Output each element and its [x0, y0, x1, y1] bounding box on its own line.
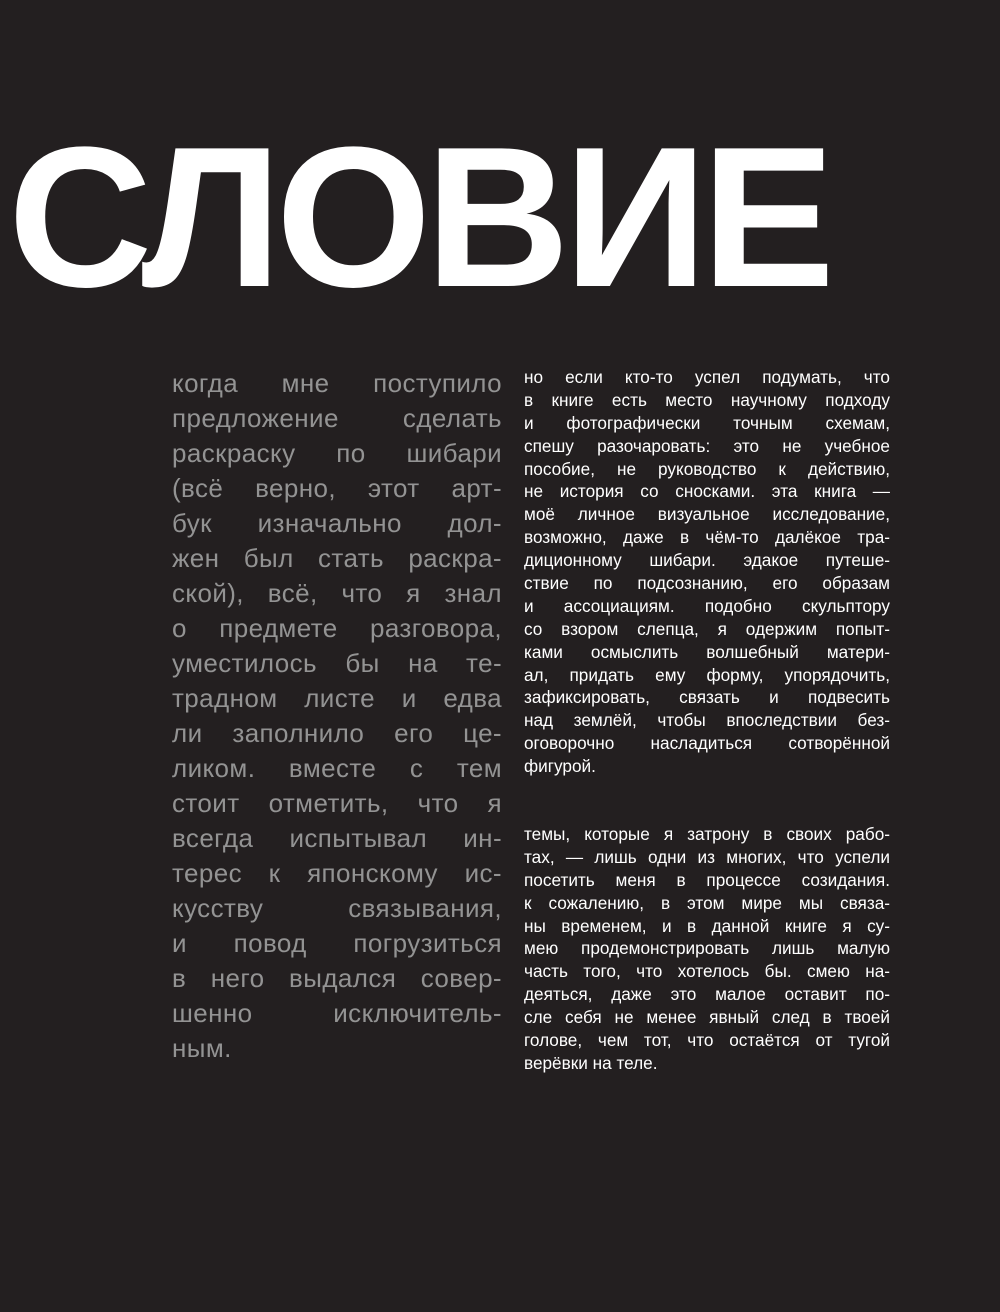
intro-line: ным. [172, 1033, 232, 1063]
intro-line: традном листе и едва [172, 683, 502, 713]
intro-line: когда мне поступило [172, 368, 502, 398]
intro-line: (всё верно, этот арт- [172, 473, 502, 503]
body-line: ны временем, и в данной книге я су- [524, 915, 890, 936]
intro-line: и повод погрузиться [172, 928, 502, 958]
body-line: ками осмыслить волшебный матери- [524, 641, 890, 662]
body-line: верёвки на теле. [524, 1052, 658, 1073]
body-line: сле себя не менее явный след в твоей [524, 1007, 890, 1028]
body-column [524, 366, 890, 1075]
intro-line: уместилось бы на те- [172, 648, 502, 678]
body-line: возможно, даже в чём-то далёкое тра- [524, 527, 890, 548]
intro-column [172, 366, 502, 1066]
paragraph-2 [524, 823, 890, 1075]
body-line: не история со сносками. эта книга — [524, 481, 890, 502]
body-line: посетить меня в процессе созидания. [524, 869, 890, 890]
intro-line: стоит отметить, что я [172, 788, 502, 818]
intro-line: кусству связывания, [172, 893, 502, 923]
body-line: часть того, что хотелось бы. смею на- [524, 961, 890, 982]
body-line: деяться, даже это малое оставит по- [524, 984, 890, 1005]
body-line: тах, — лишь одни из многих, что успели [524, 846, 890, 867]
paragraph-1 [524, 366, 890, 778]
body-line: но если кто-то успел подумать, что [524, 367, 890, 387]
intro-line: о предмете разговора, [172, 613, 502, 643]
intro-line: ликом. вместе с тем [172, 753, 502, 783]
body-line: и фотографически точным схемам, [524, 412, 890, 433]
intro-line: жен был стать раскра- [172, 543, 502, 573]
body-line: пособие, не руководство к действию, [524, 458, 890, 479]
intro-line: шенно исключитель- [172, 998, 502, 1028]
body-line: мею продемонстрировать лишь малую [524, 938, 890, 959]
intro-line: в него выдался совер- [172, 963, 502, 993]
body-line: оговорочно насладиться сотворённой [524, 733, 890, 754]
body-line: зафиксировать, связать и подвесить [524, 687, 890, 708]
body-line: над землёй, чтобы впоследствии без- [524, 710, 890, 731]
body-line: со взором слепца, я одержим попыт- [524, 618, 890, 639]
intro-line: ли заполнило его це- [172, 718, 502, 748]
body-line: и ассоциациям. подобно скульптору [524, 595, 890, 616]
body-line: диционному шибари. эдакое путеше- [524, 550, 890, 571]
body-line: моё личное визуальное исследование, [524, 504, 890, 525]
intro-line: бук изначально дол- [172, 508, 502, 538]
body-line: ал, придать ему форму, упорядочить, [524, 664, 890, 685]
body-line: к сожалению, в этом мире мы связа- [524, 892, 890, 913]
body-line: голове, чем тот, что остаётся от тугой [524, 1030, 890, 1051]
body-line: темы, которые я затрону в своих рабо- [524, 824, 890, 845]
intro-line: предложение сделать [172, 403, 502, 433]
intro-line: ской), всё, что я знал [172, 578, 502, 608]
body-line: спешу разочаровать: это не учебное [524, 435, 890, 456]
body-line: фигурой. [524, 756, 596, 777]
body-line: ствие по подсознанию, его образам [524, 573, 890, 594]
page-title: СЛОВИЕ [8, 106, 829, 329]
intro-line: всегда испытывал ин- [172, 823, 502, 853]
body-line: в книге есть место научному подходу [524, 389, 890, 410]
intro-line: раскраску по шибари [172, 438, 502, 468]
intro-line: терес к японскому ис- [172, 858, 502, 888]
